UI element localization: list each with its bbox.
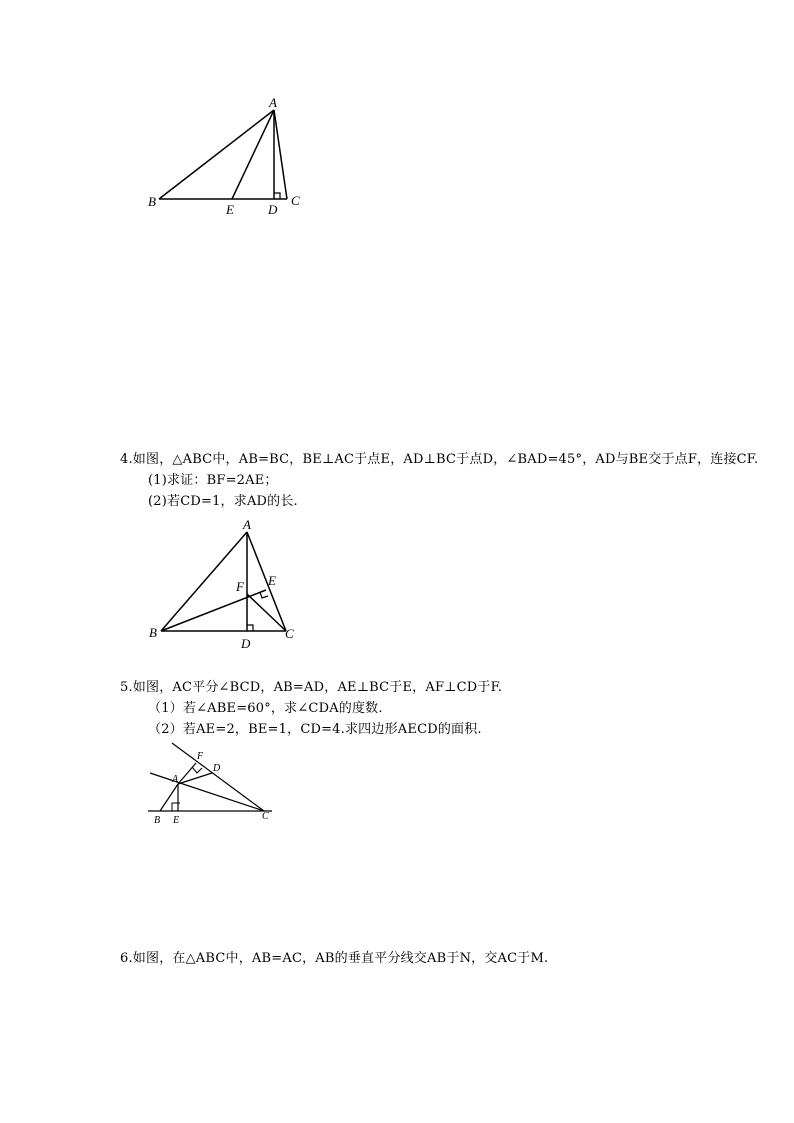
segment-ab	[159, 110, 274, 199]
segment-ac	[150, 773, 264, 811]
label-a: A	[243, 517, 251, 532]
label-d: D	[268, 202, 278, 217]
label-f: F	[236, 579, 244, 594]
problem-5-question-2: （2）若AE=2，BE=1，CD=4.求四边形AECD的面积.	[148, 722, 482, 737]
problem-4-question-2: (2)若CD=1，求AD的长.	[148, 494, 298, 509]
problem-5-stem: 5.如图，AC平分∠BCD，AB=AD，AE⊥BC于E，AF⊥CD于F.	[120, 680, 503, 695]
right-angle-mark-f	[192, 767, 202, 773]
label-d: D	[213, 763, 221, 774]
label-a: A	[172, 774, 179, 785]
label-d: D	[241, 636, 251, 651]
label-f: F	[197, 751, 204, 762]
figure-problem-4	[140, 515, 310, 655]
label-c: C	[291, 193, 300, 208]
right-angle-mark	[274, 193, 280, 199]
figure-problem-5	[140, 740, 280, 830]
label-e: E	[173, 815, 180, 826]
segment-ae	[232, 110, 274, 199]
segment-ac	[247, 532, 286, 631]
segment-ab	[160, 784, 178, 811]
ray-cd	[172, 743, 264, 811]
right-angle-mark-e	[172, 803, 180, 811]
problem-6-stem: 6.如图，在△ABC中，AB=AC，AB的垂直平分线交AB于N，交AC于M.	[120, 951, 549, 966]
problem-4-stem: 4.如图，△ABC中，AB=BC，BE⊥AC于点E，AD⊥BC于点D，∠BAD=45°，AD与BE交于点F，连接CF.	[120, 452, 759, 467]
figure-triangle-abc-top	[140, 95, 310, 220]
label-e: E	[268, 573, 276, 588]
problem-4-question-1: (1)求证：BF=2AE；	[148, 473, 278, 488]
label-a: A	[269, 95, 277, 110]
label-e: E	[226, 202, 234, 217]
right-angle-mark-e	[260, 592, 268, 598]
label-b: B	[149, 625, 157, 640]
label-c: C	[262, 811, 269, 822]
problem-5-question-1: （1）若∠ABE=60°，求∠CDA的度数.	[148, 701, 383, 716]
right-angle-mark-d	[247, 625, 253, 631]
segment-ab	[161, 532, 247, 631]
segment-ac	[274, 110, 287, 199]
label-b: B	[154, 815, 161, 826]
label-b: B	[148, 194, 156, 209]
label-c: C	[285, 626, 294, 641]
